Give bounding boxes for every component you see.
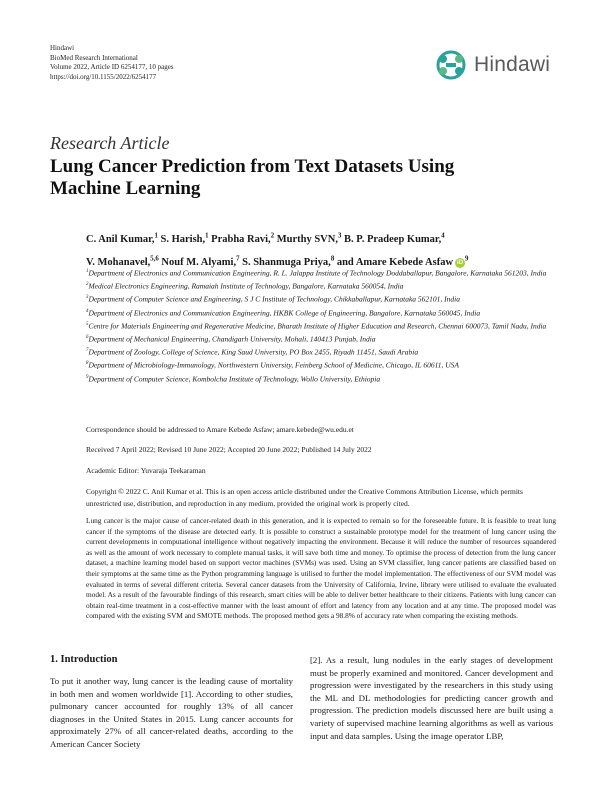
orcid-icon[interactable]: iD [457,259,464,266]
logo-wordmark: Hindawi [474,53,551,76]
affiliation: $^6$Department of Mechanical Engineering, Chandigarh University, Mohali, 140413 Punjab, India [86,334,376,344]
affiliation: $^4$Department of Electronics and Communication Engineering, HKBK College of Engineering, Bangalore, Karnataka 560045, India [86,308,481,318]
publisher-name: Hindawi [50,44,75,52]
affiliation: $^1$Department of Electronics and Communication Engineering, R. L. Jalappa Institute of Technology Doddaballapur, Bangalore, Karnataka 561203, India [86,268,547,278]
author: S. Harish,$^1$ [160,232,209,245]
author: C. Anil Kumar,$^1$ [86,232,158,245]
intro-left-column: To put it another way, lung cancer is the leading cause of mortality in both men and women worldwide [1]. According to other studies, pulmonary cancer accounted for roughly 13% of all cancer diagnoses in the United States in 2015. Lung cancer accounts for approximately 27% of all cancer-related deaths, according to the American Cancer Society [50,676,293,749]
affiliation: $^2$Medical Electronics Engineering, Ramaiah Institute of Technology, Bangalore, Karnataka 560054, India [86,281,404,291]
journal-name: BioMed Research International [50,53,138,62]
academic-editor: Academic Editor: Yuvaraja Teekaraman [86,466,206,475]
hindawi-logo [434,50,550,80]
author: Murthy SVN,$^3$ [276,232,342,245]
publication-dates: Received 7 April 2022; Revised 10 June 2022; Accepted 20 June 2022; Published 14 July 2022 [86,445,372,454]
section-heading: 1. Introduction [50,654,118,665]
affiliation: $^9$Department of Computer Science, Kombolcha Institute of Technology, Wollo University, Ethiopia [86,374,381,384]
affiliation: $^5$Centre for Materials Engineering and Regenerative Medicine, Bharath Institute of Higher Education and Research, Chennai 600073, Tamil Nadu, India [86,321,547,331]
doi-link[interactable]: https://doi.org/10.1155/2022/6254177 [50,72,157,81]
copyright-notice: Copyright © 2022 C. Anil Kumar et al. This is an open access article distributed under the Creative Commons Attribution License, which permits unrestricted use, distribution, and reproduction in any medium, provided the original work is properly cited. [86,487,523,508]
abstract: Lung cancer is the major cause of cancer-related death in this generation, and it is expected to remain so for the foreseeable future. It is feasible to treat lung cancer if the symptoms of the disease are detected early. It is possible to construct a sustainable prototype model for the treatment of lung cancer using the current developments in computational intelligence without negatively impacting the environment. Because it will reduce the number of resources squandered as well as the amount of work necessary to complete manual tasks, it will save both time and money. To optimise the process of detection from the lung cancer dataset, a machine learning model based on support vector machines (SVMs) was used. Using an SVM classifier, lung cancer patients are classified based on their symptoms at the same time as the Python programming language is utilised to further the model implementation. The effectiveness of our SVM model was evaluated in terms of several different criteria. Several cancer datasets from the University of California, Irvine, library were utilised to evaluate the evaluated model. As a result of the favourable findings of this research, smart cities will be able to deliver better healthcare to their citizens. Patients with lung cancer can obtain real-time treatment in a cost-effective manner with the least amount of effort and latency from any location and at any time. The proposed model was compared with the existing SVM and SMOTE methods. The proposed method gets a 98.8% of accuracy rate when comparing the existing methods. [86,516,556,621]
author: B. P. Pradeep Kumar,$^4$ [344,232,445,245]
journal-meta [50,44,174,82]
affiliation: $^7$Department of Zoology, College of Science, King Saud University, PO Box 2455, Riyadh 11451, Saudi Arabia [86,347,419,357]
hindawi-logo-icon [434,50,468,80]
author: S. Shanmuga Priya,$^8$ [242,255,335,268]
affiliation: $^3$Department of Computer Science and Engineering, S J C Institute of Technology, Chikkaballapur, Karnataka 562101, India [86,294,460,304]
paper-title: Lung Cancer Prediction from Text Datasets Using Machine Learning [50,156,455,199]
author: Nouf M. Alyami,$^7$ [161,255,240,268]
correspondence: Correspondence should be addressed to Amare Kebede Asfaw; amare.kebede@wu.edu.et [86,425,354,434]
intro-right-column: [2]. As a result, lung nodules in the early stages of development must be properly examined and monitored. Cancer development and progression were investigated by the researchers in this study using the ML and DL methodologies for predicting cancer growth and progression. The prediction models discussed here are built using a variety of supervised machine learning algorithms as well as various input and data samples. Using the image operator LBP, [310,655,553,741]
affiliation-list [86,266,556,385]
article-type: Research Article [50,133,170,153]
author: V. Mohanavel,$^{5,6}$ [86,255,159,268]
volume-info: Volume 2022, Article ID 6254177, 10 pages [50,63,174,72]
author: and Amare Kebede Asfaw $iD^9$ [336,255,469,268]
author: Prabha Ravi,$^2$ [211,232,275,245]
affiliation: $^8$Department of Microbiology-Immunology, Northwestern University, Feinberg School of Medicine, Chicago, IL 60611, USA [86,360,460,370]
